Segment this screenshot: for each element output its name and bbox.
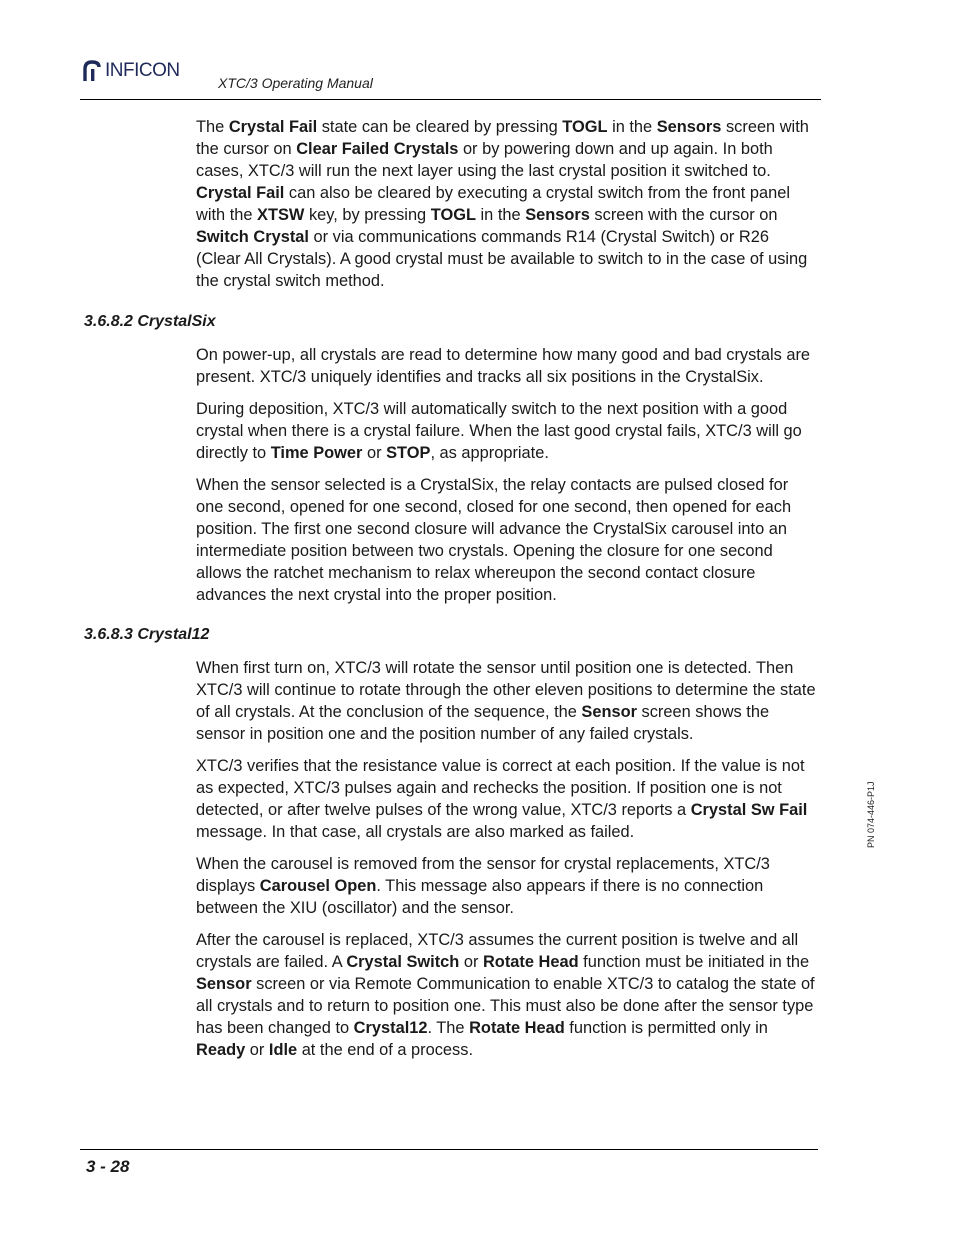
- inficon-logo: [82, 60, 180, 82]
- inficon-logo-icon: [82, 60, 102, 82]
- manual-title: XTC/3 Operating Manual: [218, 75, 373, 91]
- paragraph: After the carousel is replaced, XTC/3 assumes the current position is twelve and all crystals are failed. A Crystal Switch or Rotate Head function must be initiated in the Sensor screen or via Remote Communication to enable XTC/3 to catalog the state of all crystals and to return to position one. This must also be done after the sensor type has been changed to Crystal12. The Rotate Head function is permitted only in Ready or Idle at the end of a process.: [196, 931, 815, 1059]
- page-number: 3 - 28: [86, 1157, 130, 1176]
- paragraph: When the sensor selected is a CrystalSix, the relay contacts are pulsed closed for one second, opened for one second, closed for one second, then opened for each position. The first one second closure will advance the CrystalSix carousel into an intermediate position between two crystals. Opening the closure for one second allows the ratchet mechanism to relax whereupon the second contact closure advances the next crystal into the proper position.: [196, 476, 792, 604]
- paragraph: During deposition, XTC/3 will automatically switch to the next position with a good crystal when there is a crystal failure. When the last good crystal fails, XTC/3 will go directly to Time Power or STOP, as appropriate.: [196, 400, 802, 462]
- paragraph: When first turn on, XTC/3 will rotate the sensor until position one is detected. Then XTC/3 will continue to rotate through the other eleven positions to determine the state of all crystals. At the conclusion of the sequence, the Sensor screen shows the sensor in position one and the position number of any failed crystals.: [196, 659, 816, 743]
- paragraph: When the carousel is removed from the sensor for crystal replacements, XTC/3 displays Carousel Open. This message also appears if there is no connection between the XIU (oscillator) and the sensor.: [196, 855, 770, 917]
- part-number: PN 074-446-P1J: [866, 781, 876, 848]
- logo-text: INFICON: [105, 60, 180, 81]
- paragraph: On power-up, all crystals are read to determine how many good and bad crystals are present. XTC/3 uniquely identifies and tracks all six positions in the CrystalSix.: [196, 346, 811, 386]
- section-heading-crystalsix: 3.6.8.2 CrystalSix: [84, 313, 216, 330]
- crystalsix-section: [196, 344, 816, 616]
- crystal12-section: [196, 657, 816, 1071]
- footer-divider: [80, 1149, 818, 1150]
- paragraph: XTC/3 verifies that the resistance value is correct at each position. If the value is not as expected, XTC/3 pulses again and rechecks the position. If position one is not detected, or after twelve pulses of the wrong value, XTC/3 reports a Crystal Sw Fail message. In that case, all crystals are also marked as failed.: [196, 757, 808, 841]
- intro-section: [196, 116, 816, 302]
- header-divider: [80, 99, 821, 100]
- paragraph: The Crystal Fail state can be cleared by pressing TOGL in the Sensors screen with the cursor on Clear Failed Crystals or by powering down and up again. In both cases, XTC/3 will run the next layer using the last crystal position it switched to. Crystal Fail can also be cleared by executing a crystal switch from the front panel with the XTSW key, by pressing TOGL in the Sensors screen with the cursor on Switch Crystal or via communications commands R14 (Crystal Switch) or R26 (Clear All Crystals). A good crystal must be available to switch to in the case of using the crystal switch method.: [196, 118, 809, 290]
- section-heading-crystal12: 3.6.8.3 Crystal12: [84, 626, 210, 643]
